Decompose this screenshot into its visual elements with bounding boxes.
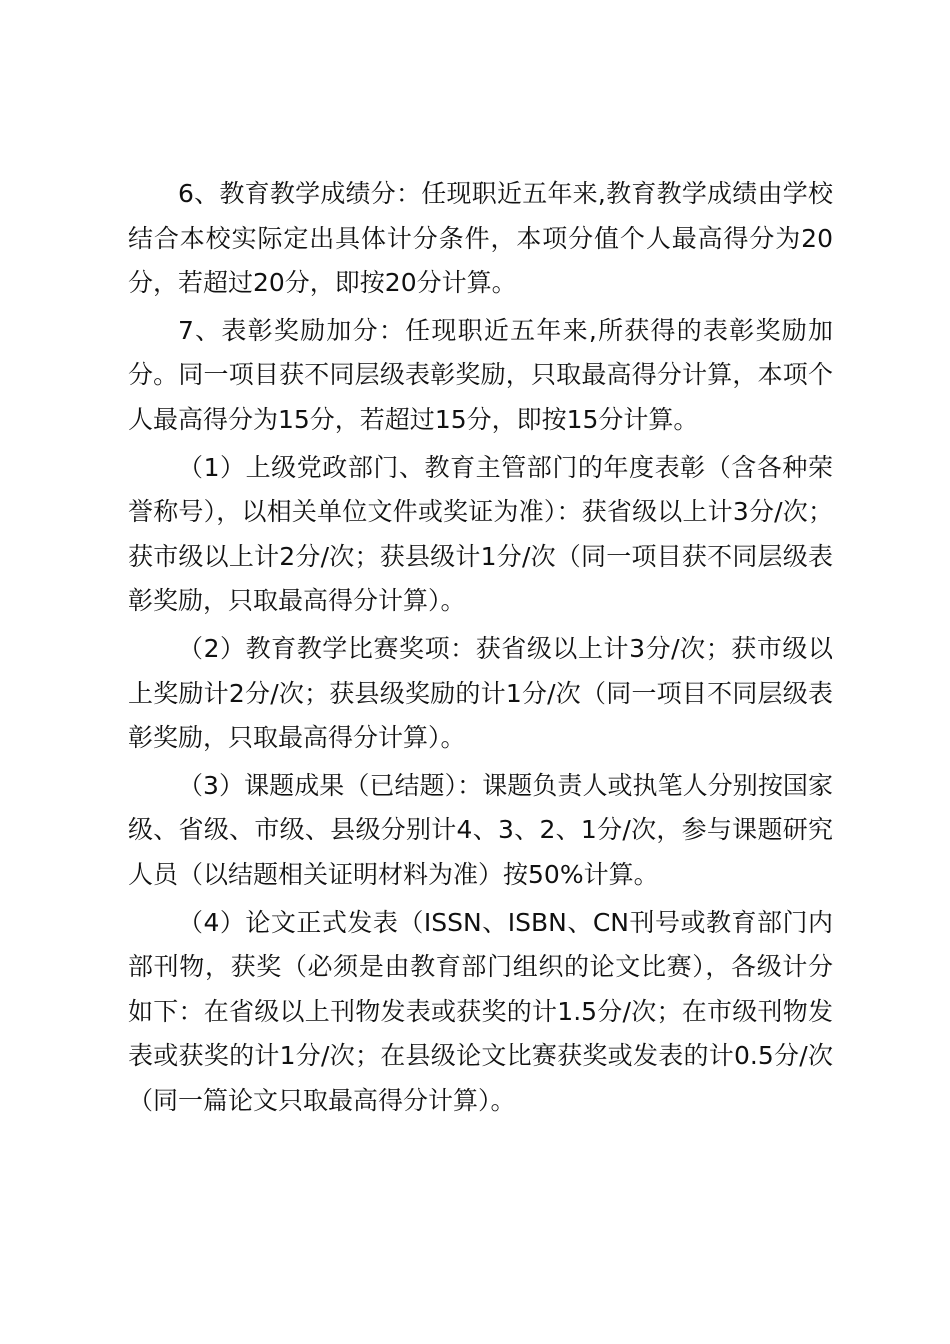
paragraph-research-project: （3）课题成果（已结题）：课题负责人或执笔人分别按国家级、省级、市级、县级分别计4、3、2、1分/次，参与课题研究人员（以结题相关证明材料为准）按50%计算。 — [128, 770, 833, 889]
paragraph-education-score: 6、教育教学成绩分：任现职近五年来,教育教学成绩由学校结合本校实际定出具体计分条件，本项分值个人最高得分为20分，若超过20分，即按20分计算。 — [128, 179, 833, 298]
paragraph-award-bonus: 7、表彰奖励加分：任现职近五年来,所获得的表彰奖励加分。同一项目获不同层级表彰奖励，只取最高得分计算，本项个人最高得分为15分，若超过15分，即按15分计算。 — [128, 315, 833, 434]
paragraph-paper-publication: （4）论文正式发表（ISSN、ISBN、CN刊号或教育部门内部刊物，获奖（必须是由教育部门组织的论文比赛），各级计分如下：在省级以上刊物发表或获奖的计1.5分/次；在市级刊物发表或获奖的计1分/次；在县级论文比赛获奖或发表的计0.5分/次（同一篇论文只取最高得分计算）。 — [128, 907, 833, 1115]
paragraph-annual-commendation: （1）上级党政部门、教育主管部门的年度表彰（含各种荣誉称号），以相关单位文件或奖证为准）：获省级以上计3分/次；获市级以上计2分/次；获县级计1分/次（同一项目获不同层级表彰奖励，只取最高得分计算）。 — [128, 452, 833, 616]
paragraph-teaching-competition: （2）教育教学比赛奖项：获省级以上计3分/次；获市级以上奖励计2分/次；获县级奖励的计1分/次（同一项目不同层级表彰奖励，只取最高得分计算）。 — [128, 633, 833, 753]
document-body — [128, 172, 833, 1126]
